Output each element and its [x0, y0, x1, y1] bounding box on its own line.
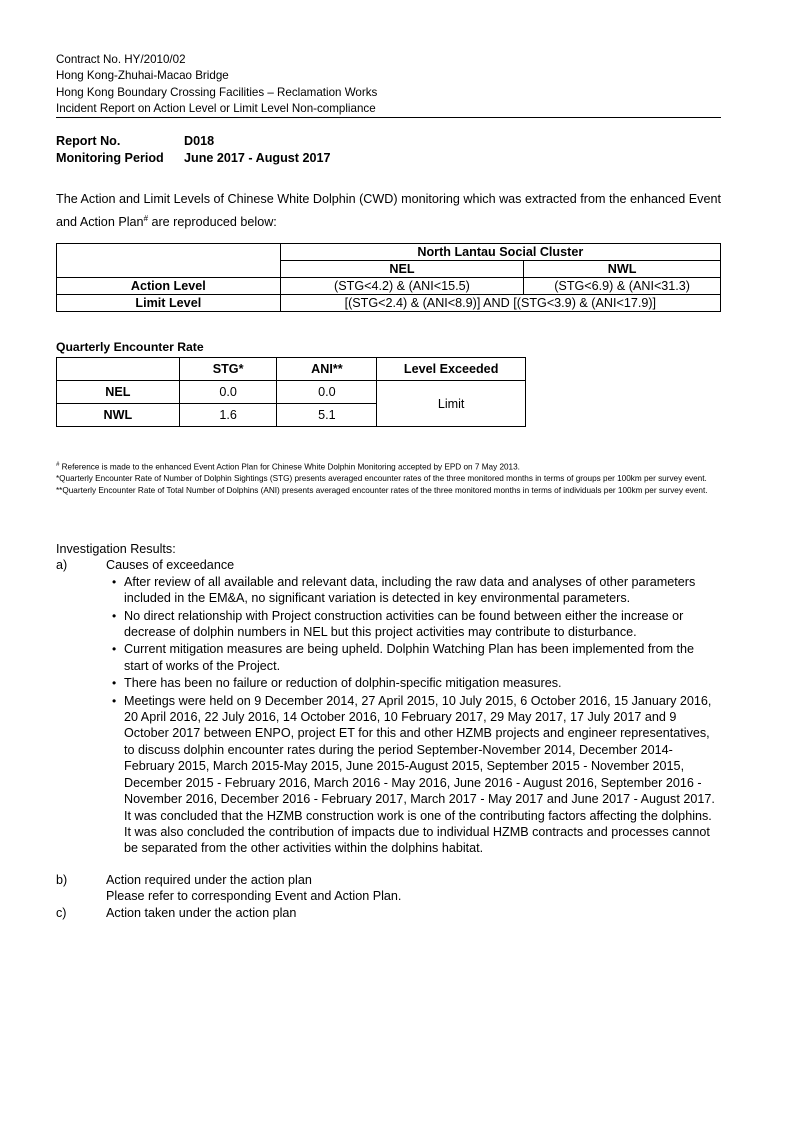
- investigation-title: Investigation Results:: [56, 542, 176, 556]
- col-ani: ANI**: [277, 358, 377, 381]
- col-level-exceeded: Level Exceeded: [377, 358, 526, 381]
- section-a-title: Causes of exceedance: [106, 558, 235, 573]
- section-a-label: a): [56, 558, 68, 573]
- list-item: • After review of all available and relevant data, including the raw data and analyses of other parameters included in the EM&A, no significant variation is detected in key environmental parameters.: [110, 574, 721, 607]
- section-c-title: Action taken under the action plan: [106, 905, 297, 920]
- action-level-nel: (STG<4.2) & (ANI<15.5): [280, 278, 524, 295]
- contract-number: Contract No. HY/2010/02: [56, 53, 186, 66]
- section-b-text: Please refer to corresponding Event and Action Plan.: [106, 889, 402, 904]
- footnote-hash: # Reference is made to the enhanced Event Action Plan for Chinese White Dolphin Monitoring accepted by EPD on 7 May 2013.: [56, 462, 520, 472]
- group-header: North Lantau Social Cluster: [280, 244, 720, 261]
- ani-value: 5.1: [277, 404, 377, 427]
- stg-value: 0.0: [179, 381, 277, 404]
- action-level-nwl: (STG<6.9) & (ANI<31.3): [524, 278, 721, 295]
- section-c-label: c): [56, 905, 67, 920]
- action-level-label: Action Level: [57, 278, 281, 295]
- monitoring-period-label: Monitoring Period: [56, 151, 164, 165]
- limit-level-label: Limit Level: [57, 295, 281, 312]
- table-row: [57, 381, 526, 404]
- list-item: • Meetings were held on 9 December 2014, 27 April 2015, 10 July 2015, 6 October 2016, 15 January 2016, 20 April 2016, 22 July 2016, 14 October 2016, 10 February 2017, 29 May 2017, 17 July 2017 and 9 October 2017 between ENPO, project ET for this and other HZMB projects and engineer representatives, to discuss dolphin encounter rates during the period September-November 2014, December 2014-February 2015, March 2015-May 2015, June 2015-August 2015, September 2015 - November 2015, December 2015 - February 2016, March 2016 - May 2016, June 2016 - August 2016, September 2016 - November 2016, December 2016 - February 2017, March 2017 - May 2017 and June 2017 - August 2017. It was concluded that the HZMB construction work is one of the contributing factors affecting the dolphins. It was also concluded the contribution of impacts due to individual HZMB contracts and processes cannot be separated from the other activities within the dolphins habitat.: [110, 693, 721, 857]
- col-nel: NEL: [280, 261, 524, 278]
- table-corner: [57, 244, 281, 278]
- document-header: [56, 52, 721, 118]
- stg-value: 1.6: [179, 404, 277, 427]
- monitoring-period-value: June 2017 - August 2017: [184, 151, 331, 165]
- row-label: NWL: [57, 404, 180, 427]
- report-type: Incident Report on Action Level or Limit Level Non-compliance: [56, 102, 376, 116]
- investigation-results: [56, 541, 721, 921]
- causes-list: [56, 574, 721, 857]
- ani-value: 0.0: [277, 381, 377, 404]
- footnote-ani: **Quarterly Encounter Rate of Total Number of Dolphins (ANI) presents averaged encounter rates of the three monitored months in terms of individuals per 100km per survey event.: [56, 485, 708, 495]
- facility-name: Hong Kong Boundary Crossing Facilities – Reclamation Works: [56, 85, 378, 99]
- report-no-value: D018: [184, 134, 215, 148]
- col-stg: STG*: [179, 358, 277, 381]
- report-no-label: Report No.: [56, 134, 121, 148]
- level-exceeded-value: Limit: [377, 381, 526, 427]
- limit-level-value: [(STG<2.4) & (ANI<8.9)] AND [(STG<3.9) & (ANI<17.9)]: [280, 295, 720, 312]
- list-item: • No direct relationship with Project construction activities can be found between either the increase or decrease of dolphin numbers in NEL but this project activities may contribute to disturbance.: [110, 608, 721, 641]
- encounter-rate-table: [56, 357, 526, 427]
- intro-paragraph: The Action and Limit Levels of Chinese White Dolphin (CWD) monitoring which was extracted from the enhanced Event and Action Plan# are reproduced below:: [56, 192, 721, 230]
- section-b-label: b): [56, 872, 68, 887]
- list-item: • Current mitigation measures are being upheld. Dolphin Watching Plan has been implemented from the start of works of the Project.: [110, 641, 721, 674]
- table-corner: [57, 358, 180, 381]
- list-item: • There has been no failure or reduction of dolphin-specific mitigation measures.: [110, 675, 721, 691]
- encounter-rate-title: Quarterly Encounter Rate: [56, 340, 204, 354]
- action-limit-levels-table: [56, 243, 721, 312]
- col-nwl: NWL: [524, 261, 721, 278]
- project-name: Hong Kong-Zhuhai-Macao Bridge: [56, 69, 229, 83]
- row-label: NEL: [57, 381, 180, 404]
- footnotes: [56, 460, 721, 497]
- section-b-title: Action required under the action plan: [106, 872, 312, 887]
- header-divider: [56, 117, 721, 118]
- hash-marker: #: [143, 214, 148, 223]
- report-info: [56, 133, 331, 167]
- footnote-stg: *Quarterly Encounter Rate of Number of Dolphin Sightings (STG) presents averaged encounter rates of the three monitored months in terms of groups per 100km per survey event.: [56, 474, 707, 484]
